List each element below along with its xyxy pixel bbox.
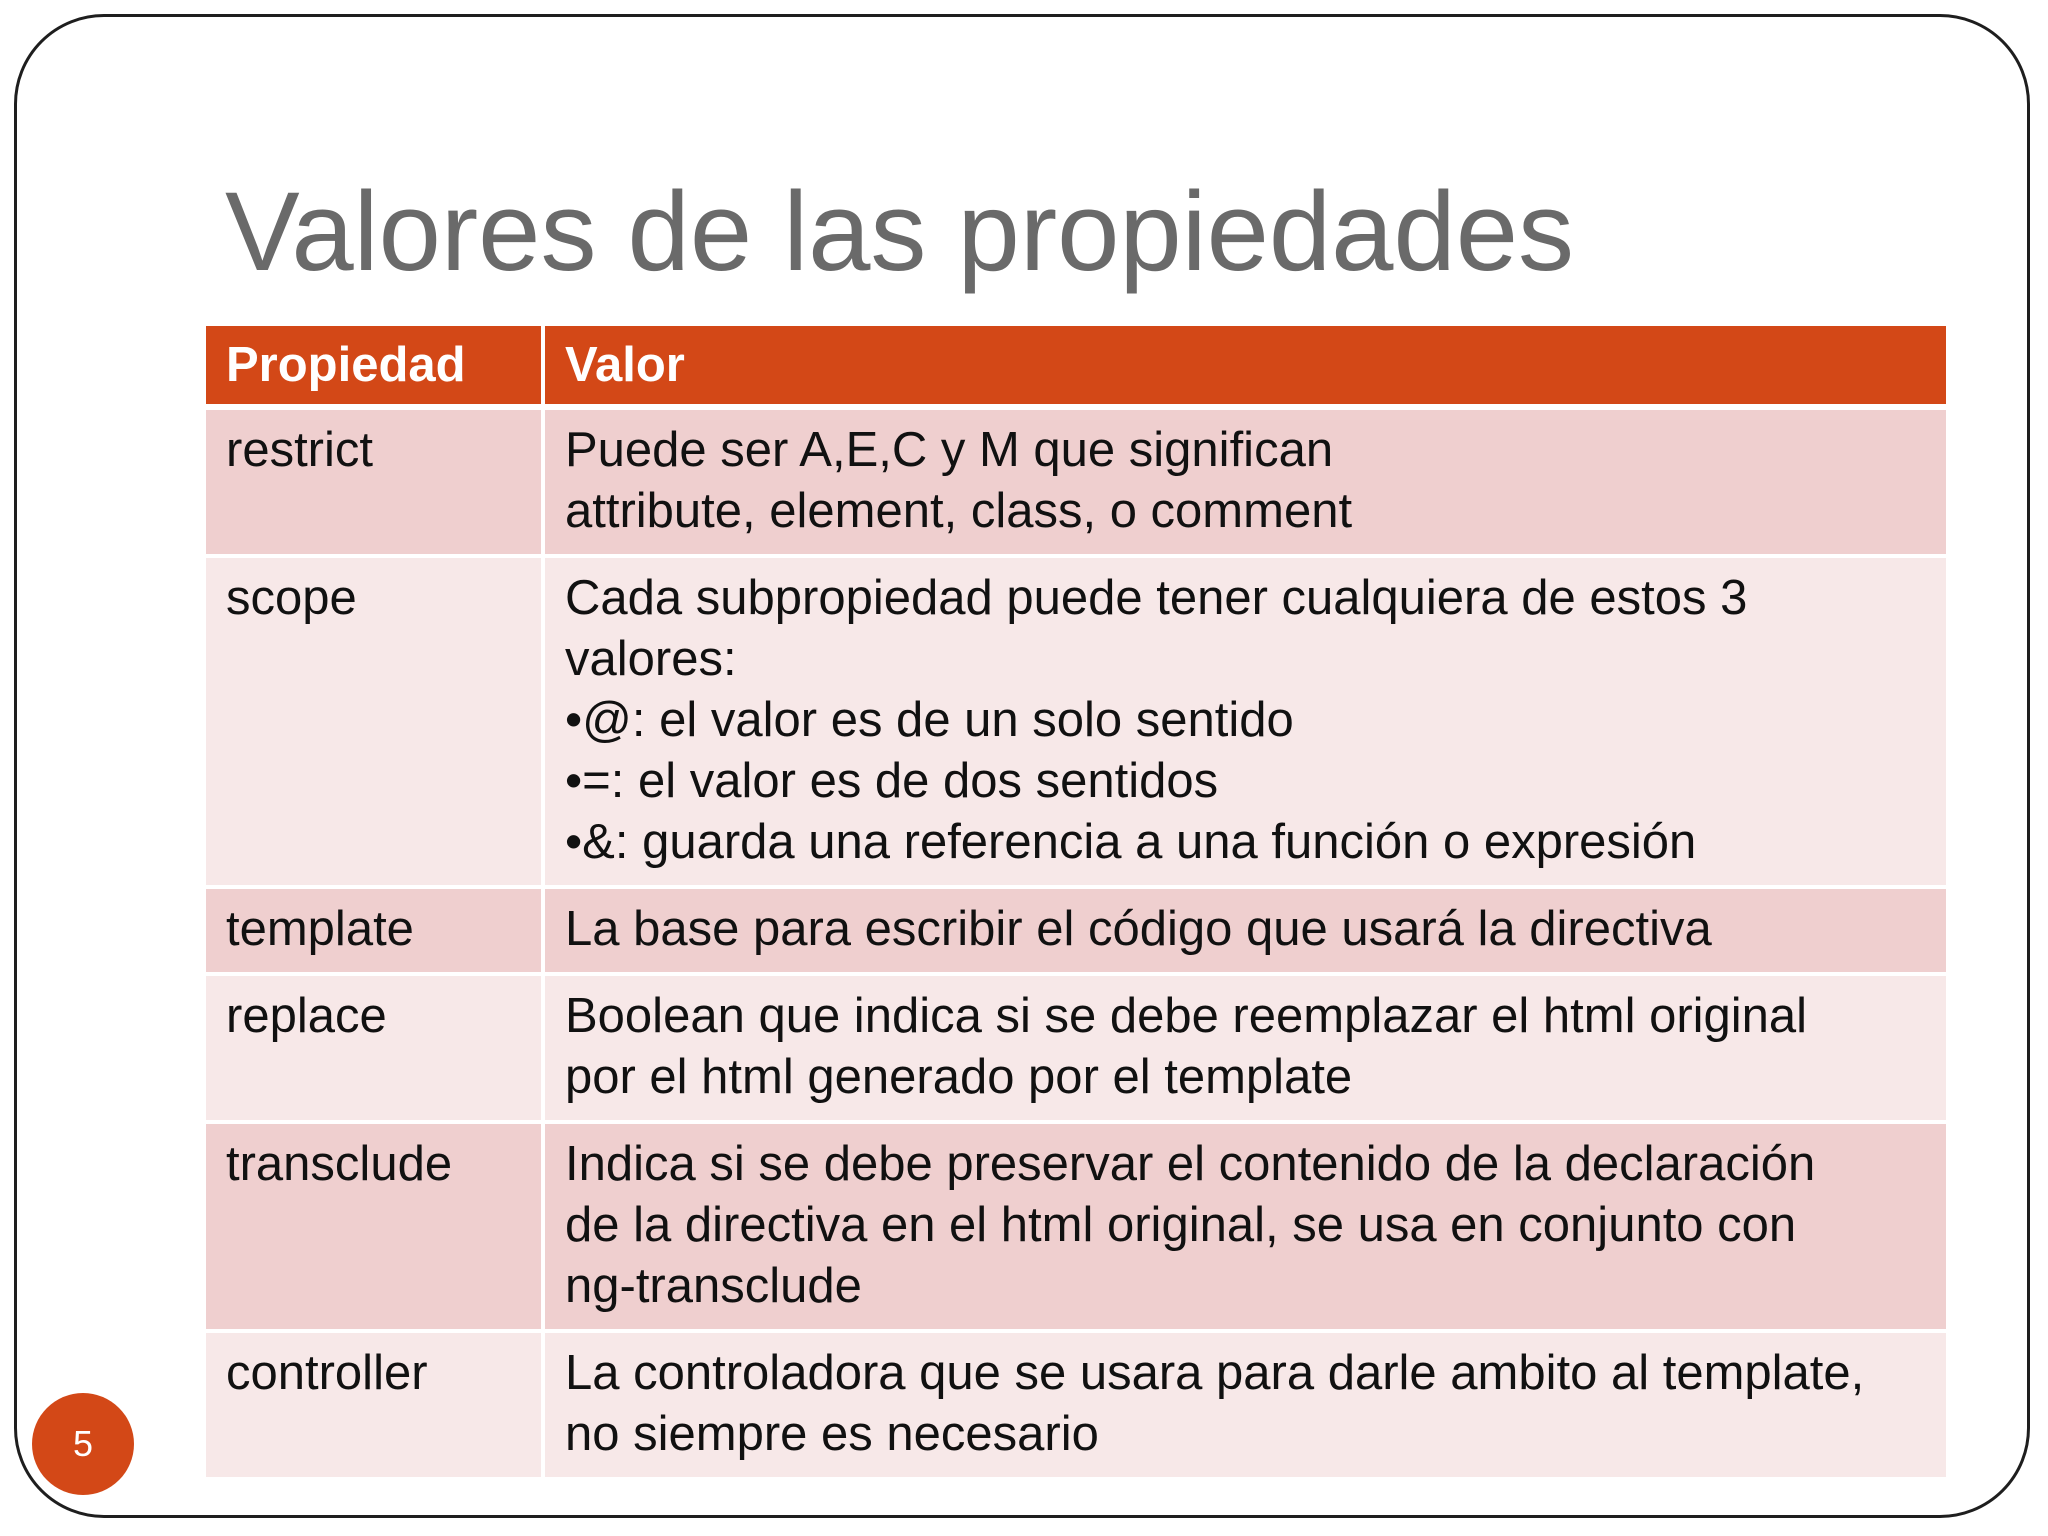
property-cell: scope [206,558,541,889]
slide-title: Valores de las propiedades [225,169,1575,294]
table-row [206,976,1946,1124]
value-line: ng-transclude [565,1259,862,1313]
value-line: La controladora que se usara para darle ambito al template, [565,1346,1865,1400]
value-cell [541,1333,1946,1481]
value-line: por el html generado por el template [565,1050,1353,1104]
value-line: Boolean que indica si se debe reemplazar el html original [565,989,1808,1043]
value-cell [541,410,1946,558]
header-valor: Valor [541,326,1946,410]
table-row [206,1333,1946,1481]
value-line: •=: el valor es de dos sentidos [565,754,1219,808]
value-line: valores: [565,632,737,686]
property-cell: transclude [206,1124,541,1333]
value-cell [541,976,1946,1124]
value-line: Indica si se debe preservar el contenido de la declaración [565,1137,1816,1191]
value-line: attribute, element, class, o comment [565,484,1353,538]
table-row [206,410,1946,558]
value-cell [541,889,1946,976]
table-header-row [206,326,1946,410]
value-line: •&: guarda una referencia a una función o expresión [565,815,1697,869]
properties-table [206,326,1946,1481]
value-cell [541,558,1946,889]
property-cell: restrict [206,410,541,558]
table-body [206,410,1946,1481]
header-propiedad: Propiedad [206,326,541,410]
table-row [206,558,1946,889]
value-cell [541,1124,1946,1333]
value-line: Cada subpropiedad puede tener cualquiera de estos 3 [565,571,1748,625]
value-line: Puede ser A,E,C y M que significan [565,423,1334,477]
table-row [206,889,1946,976]
value-line: La base para escribir el código que usará la directiva [565,902,1712,956]
value-line: •@: el valor es de un solo sentido [565,693,1294,747]
value-line: no siempre es necesario [565,1407,1099,1461]
property-cell: replace [206,976,541,1124]
page-number-badge: 5 [32,1393,134,1495]
table-row [206,1124,1946,1333]
property-cell: template [206,889,541,976]
property-cell: controller [206,1333,541,1481]
value-line: de la directiva en el html original, se usa en conjunto con [565,1198,1797,1252]
